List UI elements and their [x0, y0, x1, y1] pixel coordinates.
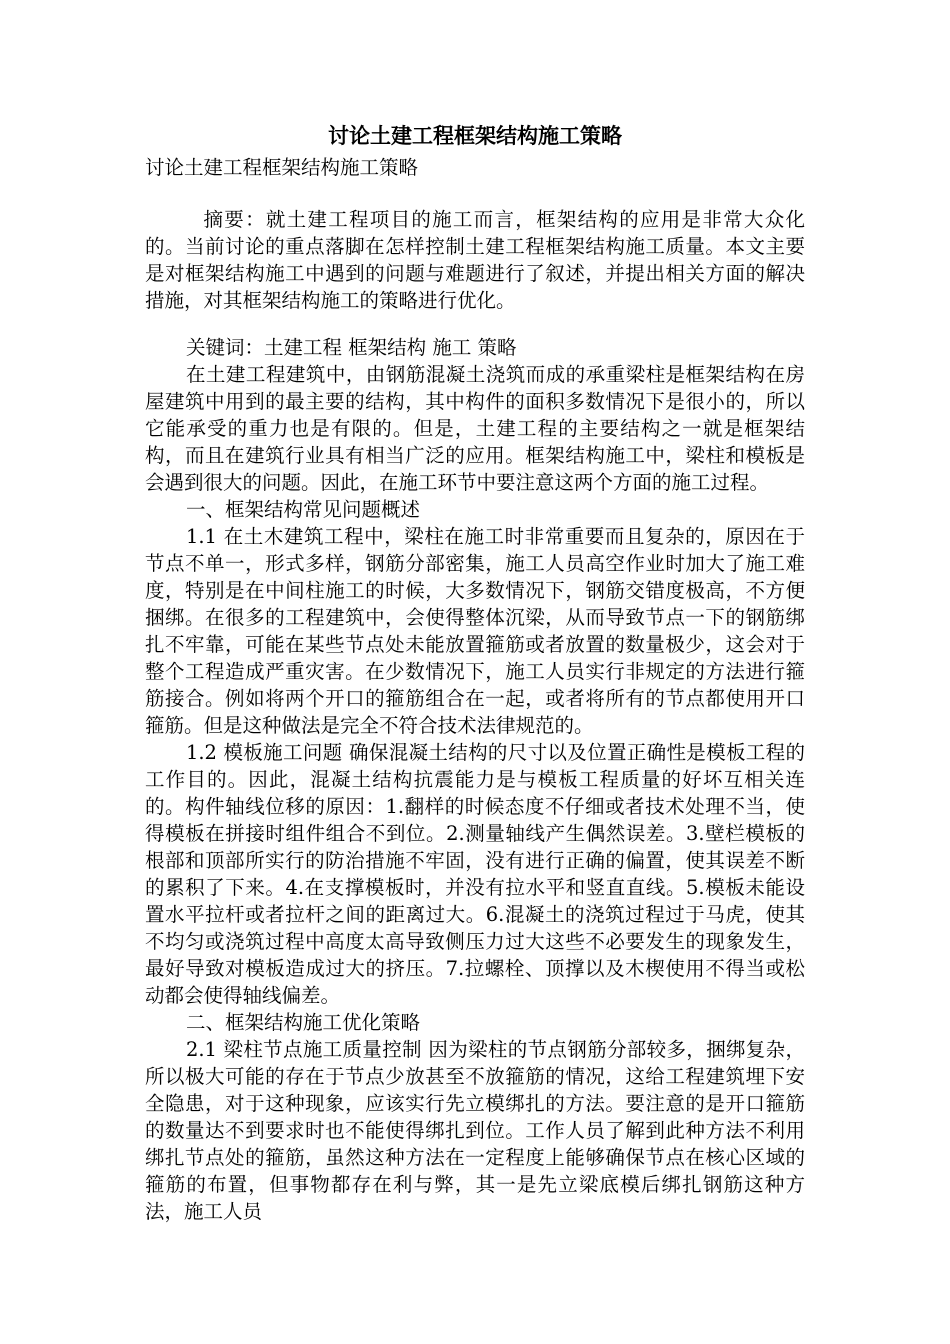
document-subtitle: 讨论土建工程框架结构施工策略 [145, 156, 419, 179]
body-paragraph: 1.2 模板施工问题 确保混凝土结构的尺寸以及位置正确性是模板工程的工作目的。因此，混凝土结构抗震能力是与模板工程质量的好坏互相关连的。构件轴线位移的原因：1.翻样的时候态度不仔细或者技术处理不当，使得模板在拼接时组件组合不到位。2.测量轴线产生偶然误差。3.壁栏模板的根部和顶部所实行的防治措施不牢固，没有进行正确的偏置，使其误差不断的累积了下来。4.在支撑模板时，并没有拉水平和竖直直线。5.模板未能设置水平拉杆或者拉杆之间的距离过大。6.混凝土的浇筑过程过于马虎，使其不均匀或浇筑过程中高度太高导致侧压力过大这些不必要发生的现象发生，最好导致对模板造成过大的挤压。7.拉螺栓、顶撑以及木楔使用不得当或松动都会使得轴线偏差。 [145, 741, 805, 1007]
document-page [145, 120, 805, 1225]
document-title: 讨论土建工程框架结构施工策略 [328, 123, 622, 148]
intro-paragraph: 在土建工程建筑中，由钢筋混凝土浇筑而成的承重梁柱是框架结构在房屋建筑中用到的最主要的结构，其中构件的面积多数情况下是很小的，所以它能承受的重力也是有限的。但是，土建工程的主要结构之一就是框架结构，而且在建筑行业具有相当广泛的应用。框架结构施工中，梁柱和模板是会遇到很大的问题。因此，在施工环节中要注意这两个方面的施工过程。 [145, 363, 805, 494]
section-heading: 二、框架结构施工优化策略 [185, 1011, 420, 1034]
body-paragraph: 1.1 在土木建筑工程中，梁柱在施工时非常重要而且复杂的，原因在于节点不单一，形式多样，钢筋分部密集，施工人员高空作业时加大了施工难度，特别是在中间柱施工的时候，大多数情况下，钢筋交错度极高，不方便捆绑。在很多的工程建筑中，会使得整体沉梁，从而导致节点一下的钢筋绑扎不牢靠，可能在某些节点处未能放置箍筋或者放置的数量极少，这会对于整个工程造成严重灾害。在少数情况下，施工人员实行非规定的方法进行箍筋接合。例如将两个开口的箍筋组合在一起，或者将所有的节点都使用开口箍筋。但是这种做法是完全不符合技术法律规范的。 [145, 525, 805, 737]
keywords-line: 关键词：土建工程 框架结构 施工 策略 [185, 336, 517, 359]
blank-line [145, 314, 805, 334]
body-paragraph: 2.1 梁柱节点施工质量控制 因为梁柱的节点钢筋分部较多，捆绑复杂，所以极大可能的存在于节点少放甚至不放箍筋的情况，这给工程建筑埋下安全隐患，对于这种现象，应该实行先立模绑扎的方法。要注意的是开口箍筋的数量达不到要求时也不能使得绑扎到位。工作人员了解到此种方法不利用绑扎节点处的箍筋，虽然这种方法在一定程度上能够确保节点在核心区域的箍筋的布置，但事物都存在利与弊，其一是先立梁底模后绑扎钢筋这种方法，施工人员 [145, 1038, 805, 1223]
abstract-paragraph: 摘要：就土建工程项目的施工而言，框架结构的应用是非常大众化的。当前讨论的重点落脚在怎样控制土建工程框架结构施工质量。本文主要是对框架结构施工中遇到的问题与难题进行了叙述，并提出相关方面的解决措施，对其框架结构施工的策略进行优化。 [145, 208, 805, 312]
section-heading: 一、框架结构常见问题概述 [185, 498, 420, 521]
blank-line [145, 184, 805, 206]
